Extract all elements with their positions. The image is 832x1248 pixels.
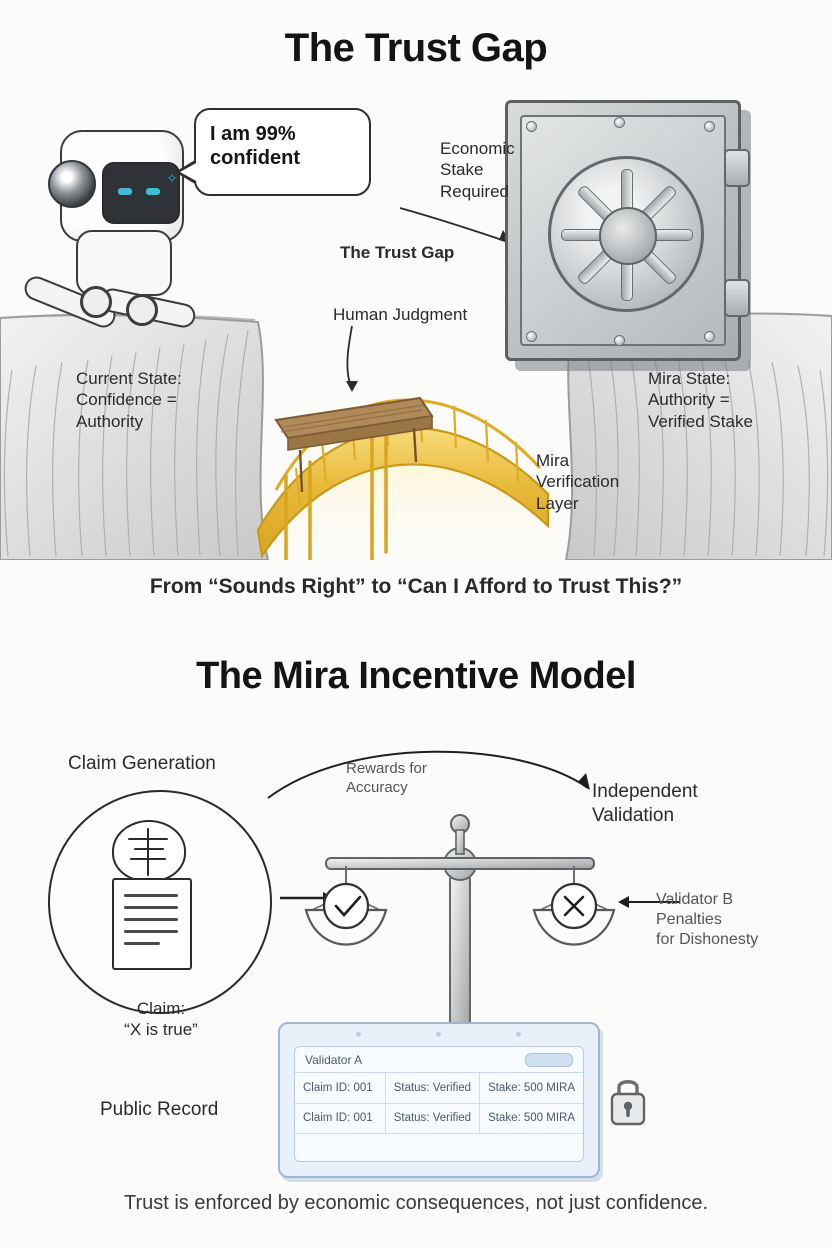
caption-incentive-model: Trust is enforced by economic consequences, not just confidence. bbox=[123, 1192, 709, 1214]
record-header-pill bbox=[525, 1053, 573, 1067]
cell-claim-id: Claim ID: 001 bbox=[295, 1103, 386, 1133]
vault-dial bbox=[548, 156, 704, 312]
keyhole-icon bbox=[621, 225, 631, 243]
spark-icon: ✧ bbox=[166, 170, 178, 186]
scene-incentive-model bbox=[0, 730, 832, 1190]
record-dot bbox=[356, 1032, 361, 1037]
robot-speech-bubble: I am 99% confident bbox=[194, 108, 371, 196]
vault-rivet bbox=[614, 335, 625, 346]
vault-inner-panel bbox=[520, 115, 726, 346]
cell-stake: Stake: 500 MIRA bbox=[488, 1082, 575, 1094]
public-record-panel bbox=[278, 1022, 600, 1178]
cell-status: Status: Verified bbox=[386, 1103, 480, 1133]
label-trust-gap: The Trust Gap bbox=[340, 243, 455, 262]
vault-spoke bbox=[621, 169, 633, 301]
table-row bbox=[295, 1073, 583, 1104]
cell-claim-id: Claim ID: 001 bbox=[295, 1073, 386, 1103]
label-rewards-for-accuracy: Rewards for Accuracy bbox=[346, 760, 427, 796]
page-title-incentive-model: The Mira Incentive Model bbox=[196, 655, 636, 697]
robot-camera-lens bbox=[48, 160, 96, 208]
label-claim-text: Claim: “X is true” bbox=[124, 999, 198, 1040]
validator-name: Validator A bbox=[305, 1053, 363, 1067]
label-current-state: Current State: Confidence = Authority bbox=[76, 369, 182, 431]
vault-rivet bbox=[526, 331, 537, 342]
label-mira-state: Mira State: Authority = Verified Stake bbox=[648, 369, 753, 431]
robot-eye-right bbox=[146, 188, 160, 195]
robot-eye-left bbox=[118, 188, 132, 195]
vault-hinge-top bbox=[724, 149, 750, 187]
vault-hinge-bottom bbox=[724, 279, 750, 317]
label-mira-verification-layer: Mira Verification Layer bbox=[536, 451, 620, 513]
robot-wheel-left bbox=[80, 286, 112, 318]
cell-status: Status: Verified bbox=[386, 1073, 480, 1103]
table-row bbox=[295, 1103, 583, 1134]
scene-trust-gap bbox=[0, 90, 832, 560]
lock-icon bbox=[608, 1072, 648, 1128]
label-independent-validation: Independent Validation bbox=[592, 781, 698, 826]
record-dot bbox=[516, 1032, 521, 1037]
robot-wheel-right bbox=[126, 294, 158, 326]
record-table bbox=[294, 1046, 584, 1162]
vault-spoke bbox=[561, 229, 693, 241]
label-claim-generation: Claim Generation bbox=[68, 753, 216, 774]
caption-trust-gap: From “Sounds Right” to “Can I Afford to Trust This?” bbox=[149, 575, 683, 598]
label-economic-stake-required: Economic Stake Required bbox=[440, 139, 515, 201]
label-validator-b-penalties: Validator B Penalties for Dishonesty bbox=[656, 891, 759, 948]
vault-rivet bbox=[704, 121, 715, 132]
vault-rivet bbox=[614, 117, 625, 128]
document-icon bbox=[112, 878, 192, 970]
record-header bbox=[295, 1047, 583, 1073]
vault-rivet bbox=[704, 331, 715, 342]
label-public-record: Public Record bbox=[100, 1099, 219, 1120]
vault-rivet bbox=[526, 121, 537, 132]
cell-stake: Stake: 500 MIRA bbox=[488, 1112, 575, 1124]
page-title-trust-gap: The Trust Gap bbox=[284, 26, 548, 70]
record-dot bbox=[436, 1032, 441, 1037]
label-human-judgment: Human Judgment bbox=[333, 305, 468, 324]
brain-icon bbox=[112, 820, 186, 882]
claim-generation-circle bbox=[48, 790, 272, 1014]
